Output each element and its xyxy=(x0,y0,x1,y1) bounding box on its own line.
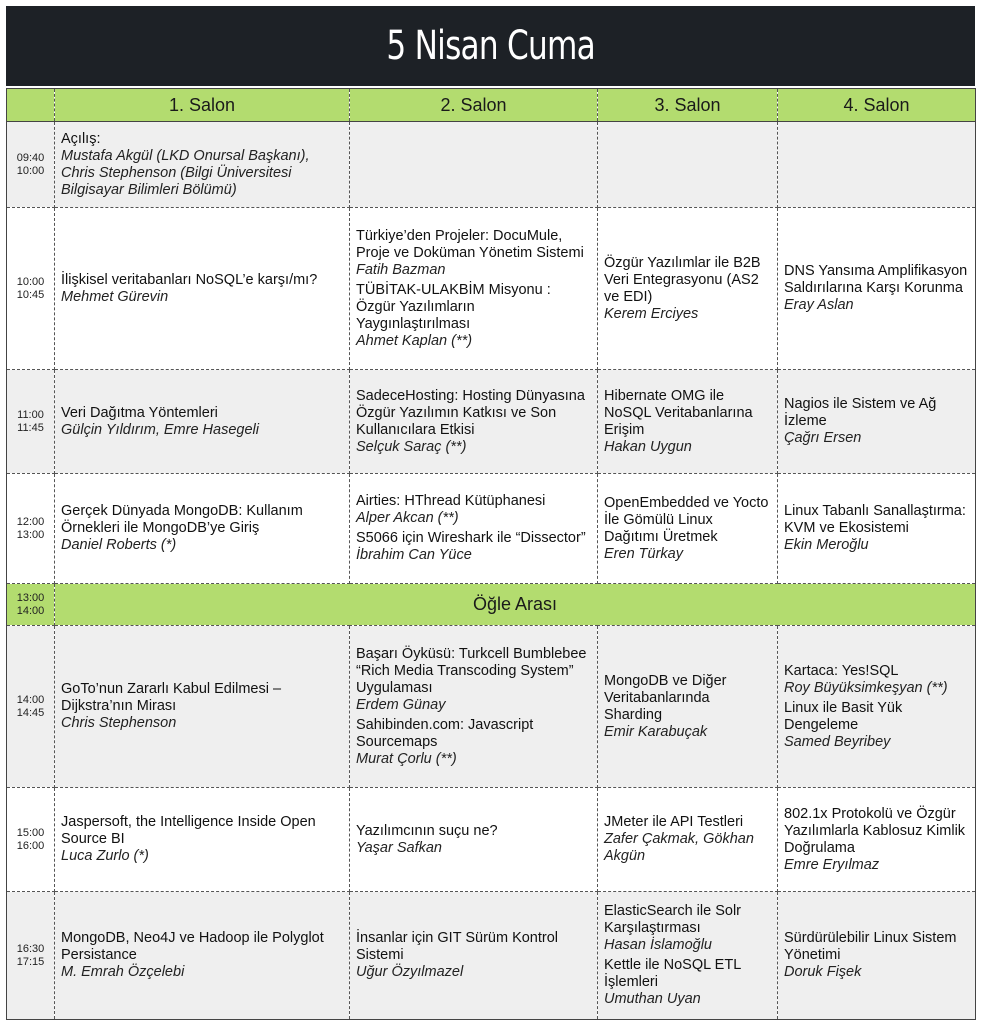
talk-title: Jaspersoft, the Intelligence Inside Open Source BI xyxy=(61,814,316,847)
talk-speaker: Hakan Uygun xyxy=(604,438,692,455)
talk-speaker: Ekin Meroğlu xyxy=(784,537,869,553)
session-cell-salon-2 xyxy=(350,788,598,892)
session-cell-salon-1 xyxy=(55,208,350,370)
end-time: 17:15 xyxy=(16,955,45,968)
talk-title: Airties: HThread Kütüphanesi xyxy=(356,493,546,509)
talk-speaker: Kerem Erciyes xyxy=(604,305,699,322)
start-time: 16:30 xyxy=(16,942,45,955)
talk-speaker: Selçuk Saraç (**) xyxy=(356,438,467,455)
talk-title: Özgür Yazılımlar ile B2B Veri Entegrasyonu (AS2 ve EDI) xyxy=(604,254,761,305)
session-cell-salon-1 xyxy=(55,122,350,208)
time-cell xyxy=(7,788,55,892)
talk-title: TÜBİTAK-ULAKBİM Misyonu : Özgür Yazılımların Yaygınlaştırılması xyxy=(356,281,551,332)
talk-speaker: Umuthan Uyan xyxy=(604,991,701,1007)
talk-speaker: Luca Zurlo (*) xyxy=(61,848,149,864)
session-cell-salon-1 xyxy=(55,474,350,584)
talk xyxy=(784,396,969,447)
talk-speaker: Çağrı Ersen xyxy=(784,430,862,446)
session-cell-salon-2 xyxy=(350,370,598,474)
session-cell-salon-1 xyxy=(55,788,350,892)
talk-title: İnsanlar için GIT Sürüm Kontrol Sistemi xyxy=(356,930,559,963)
time-cell xyxy=(7,892,55,1020)
time-cell xyxy=(7,370,55,474)
talk xyxy=(604,673,771,741)
start-time: 12:00 xyxy=(16,515,45,528)
talk-title: Veri Dağıtma Yöntemleri xyxy=(61,404,218,421)
header-salon-3: 3. Salon xyxy=(598,89,778,122)
session-cell-salon-3 xyxy=(598,370,778,474)
talk-title: Hibernate OMG ile NoSQL Veritabanlarına Erişim xyxy=(604,387,753,438)
talk-speaker: Fatih Bazman xyxy=(356,261,446,278)
page-title-text: 5 Nisan Cuma xyxy=(386,23,595,69)
talk-speaker: Eray Aslan xyxy=(784,297,854,313)
start-time: 11:00 xyxy=(17,408,44,421)
talk-speaker: Mustafa Akgül (LKD Onursal Başkanı), Chris Stephenson (Bilgi Üniversitesi Bilgisayar Bilimleri Bölümü) xyxy=(61,147,310,198)
end-time: 10:45 xyxy=(16,288,45,301)
session-cell-salon-1 xyxy=(55,892,350,1020)
talk-title: JMeter ile API Testleri xyxy=(604,814,744,830)
talk xyxy=(356,930,591,981)
talk xyxy=(784,930,969,981)
session-cell-salon-1 xyxy=(55,370,350,474)
talk xyxy=(604,957,771,1008)
schedule-row xyxy=(7,474,976,584)
schedule-row xyxy=(7,370,976,474)
talk xyxy=(604,814,771,865)
talk-title: İlişkisel veritabanları NoSQL’e karşı/mı? xyxy=(61,271,318,288)
header-salon-1: 1. Salon xyxy=(55,89,350,122)
talk-title: Gerçek Dünyada MongoDB: Kullanım Örnekleri ile MongoDB’ye Giriş xyxy=(61,503,303,536)
end-time: 10:00 xyxy=(16,164,45,177)
talk-title: Linux ile Basit Yük Dengeleme xyxy=(784,699,903,733)
talk xyxy=(356,530,591,564)
end-time: 14:45 xyxy=(16,706,45,719)
talk xyxy=(61,272,343,306)
talk-speaker: Emir Karabuçak xyxy=(604,723,708,740)
session-cell-salon-4 xyxy=(778,626,976,788)
talk xyxy=(784,806,969,874)
start-time: 15:00 xyxy=(16,826,45,839)
schedule-row xyxy=(7,208,976,370)
talk xyxy=(61,503,343,554)
talk-speaker: M. Emrah Özçelebi xyxy=(61,964,185,980)
talk-title: ElasticSearch ile Solr Karşılaştırması xyxy=(604,903,741,936)
time-cell xyxy=(7,626,55,788)
talk-title: SadeceHosting: Hosting Dünyasına Özgür Yazılımın Katkısı ve Son Kullanıcılara Etkisi xyxy=(356,387,585,438)
time-cell xyxy=(7,208,55,370)
talk-title: Başarı Öyküsü: Turkcell Bumblebee “Rich Media Transcoding System” Uygulaması xyxy=(356,645,587,696)
talk-title: S5066 için Wireshark ile “Dissector” xyxy=(356,530,586,546)
talk-speaker: Uğur Özyılmazel xyxy=(356,964,464,980)
time-cell xyxy=(7,474,55,584)
schedule-row xyxy=(7,122,976,208)
start-time: 13:00 xyxy=(16,591,45,604)
talk-title: GoTo’nun Zararlı Kabul Edilmesi – Dijkstra’nın Mirası xyxy=(61,681,282,714)
session-cell-salon-4 xyxy=(778,892,976,1020)
session-cell-salon-3 xyxy=(598,474,778,584)
talk-title: 802.1x Protokolü ve Özgür Yazılımlarla Kablosuz Kimlik Doğrulama xyxy=(784,805,966,856)
session-cell-salon-4 xyxy=(778,122,976,208)
talk-speaker: İbrahim Can Yüce xyxy=(356,547,472,563)
session-cell-salon-3 xyxy=(598,788,778,892)
session-cell-salon-2 xyxy=(350,208,598,370)
schedule-row xyxy=(7,626,976,788)
talk-speaker: Hasan İslamoğlu xyxy=(604,937,712,953)
session-cell-salon-4 xyxy=(778,788,976,892)
session-cell-salon-2 xyxy=(350,892,598,1020)
talk-speaker: Mehmet Gürevin xyxy=(61,288,169,305)
header-salon-4: 4. Salon xyxy=(778,89,976,122)
talk-speaker: Chris Stephenson xyxy=(61,715,177,731)
talk-speaker: Yaşar Safkan xyxy=(356,839,442,856)
talk xyxy=(61,405,343,439)
session-cell-salon-3 xyxy=(598,208,778,370)
talk-speaker: Gülçin Yıldırım, Emre Hasegeli xyxy=(61,421,259,438)
header-row xyxy=(7,89,976,122)
talk-title: OpenEmbedded ve Yocto İle Gömülü Linux Dağıtımı Üretmek xyxy=(604,494,769,545)
session-cell-salon-3 xyxy=(598,122,778,208)
talk xyxy=(61,131,343,199)
talk-title: MongoDB ve Diğer Veritabanlarında Sharding xyxy=(604,672,727,723)
talk-speaker: Emre Eryılmaz xyxy=(784,856,880,873)
talk-title: Linux Tabanlı Sanallaştırma: KVM ve Ekosistemi xyxy=(784,503,966,536)
session-cell-salon-1 xyxy=(55,626,350,788)
talk xyxy=(356,823,591,857)
talk xyxy=(61,681,343,732)
talk xyxy=(604,388,771,456)
talk-title: Nagios ile Sistem ve Ağ İzleme xyxy=(784,396,937,429)
talk xyxy=(356,282,591,350)
talk xyxy=(356,646,591,714)
time-cell xyxy=(7,122,55,208)
session-cell-salon-4 xyxy=(778,208,976,370)
time-cell xyxy=(7,584,55,626)
talk-speaker: Alper Akcan (**) xyxy=(356,510,459,526)
start-time: 14:00 xyxy=(16,693,45,706)
talk xyxy=(604,903,771,954)
session-cell-salon-4 xyxy=(778,370,976,474)
page-title xyxy=(6,6,975,86)
session-cell-salon-2 xyxy=(350,474,598,584)
session-cell-salon-2 xyxy=(350,626,598,788)
talk-speaker: Eren Türkay xyxy=(604,545,683,562)
start-time: 10:00 xyxy=(16,275,45,288)
talk-speaker: Erdem Günay xyxy=(356,696,446,713)
schedule-body xyxy=(7,122,976,1020)
talk xyxy=(61,930,343,981)
talk-title: Sürdürülebilir Linux Sistem Yönetimi xyxy=(784,930,957,963)
header-time-cell xyxy=(7,89,55,122)
talk xyxy=(784,663,969,697)
end-time: 13:00 xyxy=(16,528,45,541)
talk-speaker: Ahmet Kaplan (**) xyxy=(356,332,473,349)
talk-speaker: Roy Büyüksimkeşyan (**) xyxy=(784,679,948,696)
talk xyxy=(604,255,771,323)
talk-title: MongoDB, Neo4J ve Hadoop ile Polyglot Persistance xyxy=(61,930,324,963)
talk-speaker: Samed Beyribey xyxy=(784,733,891,750)
end-time: 16:00 xyxy=(16,839,45,852)
talk-title: Açılış: xyxy=(61,130,101,147)
talk xyxy=(784,700,969,751)
talk-title: Kartaca: Yes!SQL xyxy=(784,662,899,679)
session-cell-salon-3 xyxy=(598,626,778,788)
talk-speaker: Zafer Çakmak, Gökhan Akgün xyxy=(604,831,754,864)
session-cell-salon-4 xyxy=(778,474,976,584)
lunch-row xyxy=(7,584,976,626)
talk xyxy=(356,228,591,279)
talk-title: Sahibinden.com: Javascript Sourcemaps xyxy=(356,716,534,750)
lunch-break-label: Öğle Arası xyxy=(55,584,976,626)
talk xyxy=(784,263,969,314)
talk xyxy=(604,495,771,563)
end-time: 14:00 xyxy=(16,604,45,617)
session-cell-salon-2 xyxy=(350,122,598,208)
start-time: 09:40 xyxy=(16,151,45,164)
schedule-row xyxy=(7,892,976,1020)
talk-speaker: Daniel Roberts (*) xyxy=(61,537,177,553)
talk-title: Kettle ile NoSQL ETL İşlemleri xyxy=(604,957,741,990)
talk xyxy=(784,503,969,554)
talk xyxy=(356,493,591,527)
header-salon-2: 2. Salon xyxy=(350,89,598,122)
schedule-row xyxy=(7,788,976,892)
talk-title: Türkiye’den Projeler: DocuMule, Proje ve Doküman Yönetim Sistemi xyxy=(356,227,584,261)
session-cell-salon-3 xyxy=(598,892,778,1020)
schedule-table xyxy=(6,88,976,1020)
talk xyxy=(356,388,591,456)
talk-title: DNS Yansıma Amplifikasyon Saldırılarına Karşı Korunma xyxy=(784,263,968,296)
talk xyxy=(356,717,591,768)
talk xyxy=(61,814,343,865)
talk-speaker: Doruk Fişek xyxy=(784,964,862,980)
end-time: 11:45 xyxy=(17,421,44,434)
talk-title: Yazılımcının suçu ne? xyxy=(356,822,498,839)
talk-speaker: Murat Çorlu (**) xyxy=(356,750,457,767)
